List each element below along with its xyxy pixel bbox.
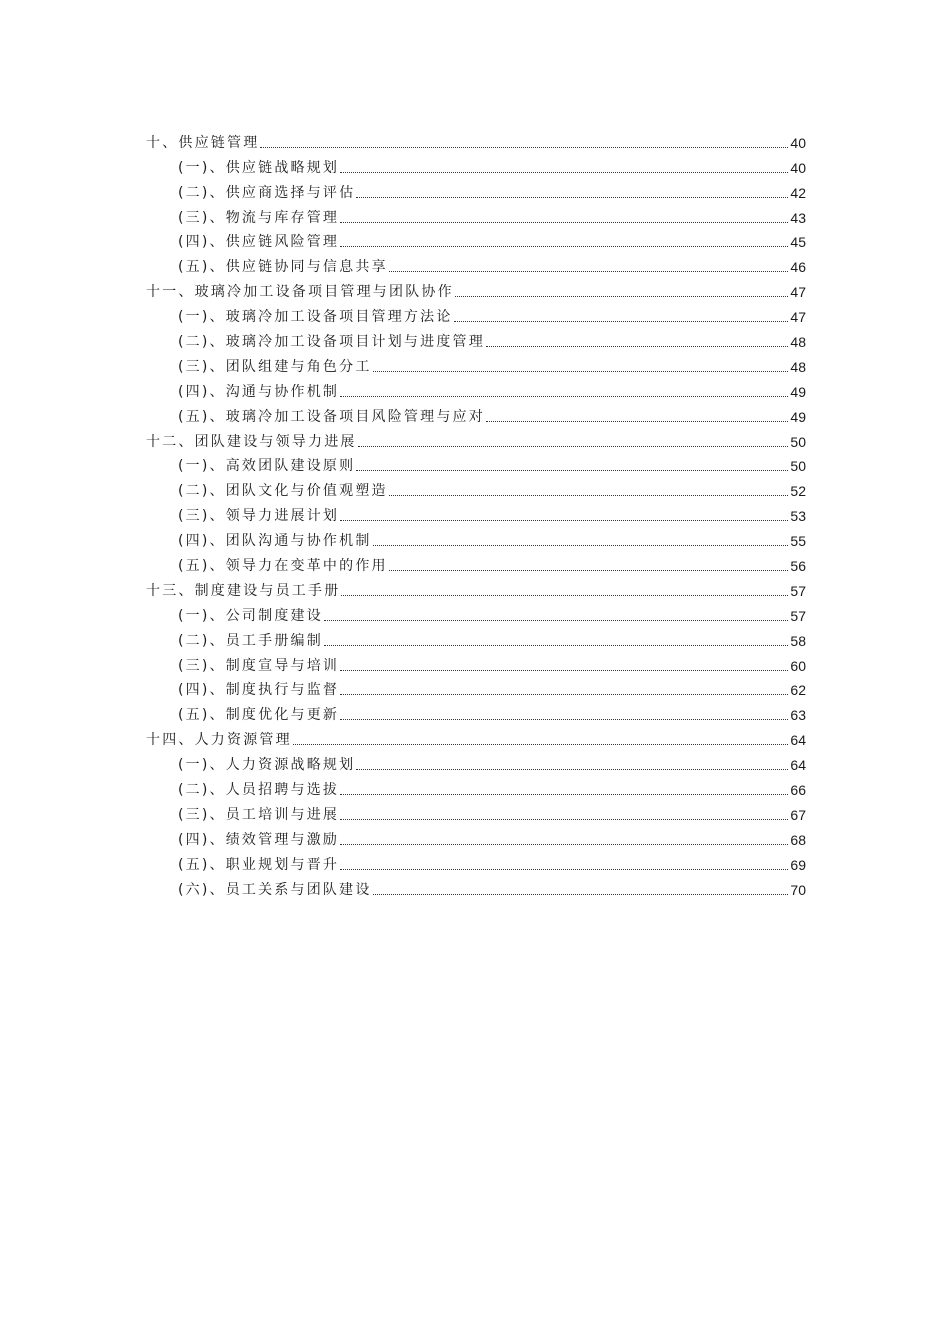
- toc-entry-title: (五)、职业规划与晋升: [178, 856, 340, 873]
- toc-section-entry[interactable]: [146, 177, 806, 202]
- toc-dot-leader: [356, 470, 788, 471]
- toc-chapter-entry[interactable]: [146, 426, 806, 451]
- toc-entry-page-number: 43: [790, 209, 806, 226]
- toc-entry-title: (三)、团队组建与角色分工: [178, 358, 372, 375]
- toc-entry-page-number: 52: [790, 483, 806, 500]
- toc-entry-page-number: 63: [790, 707, 806, 724]
- toc-entry-title: (二)、团队文化与价值观塑造: [178, 483, 388, 500]
- toc-entry-page-number: 68: [790, 831, 806, 848]
- toc-entry-page-number: 46: [790, 259, 806, 276]
- toc-section-entry[interactable]: [146, 401, 806, 426]
- toc-entry-title: (四)、供应链风险管理: [178, 234, 340, 251]
- toc-chapter-entry[interactable]: [146, 276, 806, 301]
- toc-dot-leader: [260, 147, 788, 148]
- toc-entry-page-number: 69: [790, 856, 806, 873]
- toc-entry-title: (一)、供应链战略规划: [178, 159, 340, 176]
- toc-section-entry[interactable]: [146, 625, 806, 650]
- toc-dot-leader: [486, 421, 788, 422]
- toc-entry-title: (一)、公司制度建设: [178, 607, 323, 624]
- toc-entry-title: (四)、沟通与协作机制: [178, 383, 340, 400]
- toc-entry-title: 十四、人力资源管理: [146, 732, 292, 749]
- toc-entry-page-number: 47: [790, 284, 806, 301]
- toc-entry-title: 十一、玻璃冷加工设备项目管理与团队协作: [146, 284, 454, 301]
- toc-entry-page-number: 64: [790, 732, 806, 749]
- toc-entry-title: (一)、人力资源战略规划: [178, 757, 356, 774]
- toc-section-entry[interactable]: [146, 351, 806, 376]
- toc-section-entry[interactable]: [146, 202, 806, 227]
- toc-dot-leader: [340, 246, 788, 247]
- toc-dot-leader: [340, 694, 788, 695]
- toc-entry-title: (五)、领导力在变革中的作用: [178, 558, 388, 575]
- toc-entry-page-number: 50: [790, 433, 806, 450]
- toc-dot-leader: [341, 595, 788, 596]
- toc-entry-page-number: 57: [790, 582, 806, 599]
- toc-dot-leader: [356, 769, 788, 770]
- toc-section-entry[interactable]: [146, 874, 806, 899]
- toc-section-entry[interactable]: [146, 326, 806, 351]
- toc-dot-leader: [340, 172, 788, 173]
- toc-entry-title: (二)、员工手册编制: [178, 632, 323, 649]
- toc-entry-page-number: 66: [790, 782, 806, 799]
- toc-section-entry[interactable]: [146, 251, 806, 276]
- toc-entry-page-number: 50: [790, 458, 806, 475]
- toc-section-entry[interactable]: [146, 152, 806, 177]
- toc-section-entry[interactable]: [146, 301, 806, 326]
- toc-entry-page-number: 57: [790, 607, 806, 624]
- toc-entry-title: (一)、玻璃冷加工设备项目管理方法论: [178, 309, 453, 326]
- toc-entry-title: (四)、制度执行与监督: [178, 682, 340, 699]
- toc-entry-page-number: 49: [790, 408, 806, 425]
- toc-section-entry[interactable]: [146, 650, 806, 675]
- toc-dot-leader: [340, 670, 788, 671]
- toc-entry-page-number: 40: [790, 159, 806, 176]
- toc-dot-leader: [389, 570, 789, 571]
- toc-entry-page-number: 42: [790, 184, 806, 201]
- toc-dot-leader: [454, 321, 789, 322]
- toc-section-entry[interactable]: [146, 799, 806, 824]
- toc-dot-leader: [324, 620, 788, 621]
- toc-dot-leader: [389, 495, 789, 496]
- toc-dot-leader: [340, 844, 788, 845]
- toc-section-entry[interactable]: [146, 500, 806, 525]
- toc-chapter-entry[interactable]: [146, 127, 806, 152]
- toc-dot-leader: [373, 371, 789, 372]
- toc-entry-page-number: 64: [790, 757, 806, 774]
- toc-dot-leader: [373, 894, 789, 895]
- toc-section-entry[interactable]: [146, 675, 806, 700]
- toc-dot-leader: [358, 446, 789, 447]
- toc-entry-title: (六)、员工关系与团队建设: [178, 881, 372, 898]
- toc-dot-leader: [389, 271, 789, 272]
- toc-section-entry[interactable]: [146, 525, 806, 550]
- toc-entry-title: (二)、供应商选择与评估: [178, 184, 356, 201]
- toc-section-entry[interactable]: [146, 376, 806, 401]
- toc-entry-title: (三)、物流与库存管理: [178, 209, 340, 226]
- toc-chapter-entry[interactable]: [146, 575, 806, 600]
- toc-dot-leader: [293, 744, 789, 745]
- toc-dot-leader: [340, 222, 788, 223]
- toc-entry-title: (四)、绩效管理与激励: [178, 831, 340, 848]
- toc-entry-title: (五)、制度优化与更新: [178, 707, 340, 724]
- toc-entry-page-number: 62: [790, 682, 806, 699]
- toc-dot-leader: [340, 794, 788, 795]
- toc-dot-leader: [356, 197, 788, 198]
- toc-entry-page-number: 40: [790, 134, 806, 151]
- toc-entry-page-number: 58: [790, 632, 806, 649]
- toc-entry-title: (二)、人员招聘与选拔: [178, 782, 340, 799]
- toc-section-entry[interactable]: [146, 227, 806, 252]
- toc-dot-leader: [486, 346, 788, 347]
- toc-entry-page-number: 49: [790, 383, 806, 400]
- toc-entry-page-number: 60: [790, 657, 806, 674]
- toc-entry-title: (四)、团队沟通与协作机制: [178, 533, 372, 550]
- toc-entry-title: 十、供应链管理: [146, 134, 260, 151]
- toc-section-entry[interactable]: [146, 699, 806, 724]
- toc-entry-title: (一)、高效团队建设原则: [178, 458, 356, 475]
- toc-section-entry[interactable]: [146, 749, 806, 774]
- toc-chapter-entry[interactable]: [146, 724, 806, 749]
- toc-dot-leader: [340, 719, 788, 720]
- toc-entry-title: 十二、团队建设与领导力进展: [146, 433, 357, 450]
- toc-entry-page-number: 55: [790, 533, 806, 550]
- toc-dot-leader: [340, 520, 788, 521]
- toc-entry-page-number: 67: [790, 806, 806, 823]
- toc-entry-page-number: 56: [790, 558, 806, 575]
- toc-entry-page-number: 53: [790, 508, 806, 525]
- toc-section-entry[interactable]: [146, 550, 806, 575]
- toc-dot-leader: [340, 869, 788, 870]
- toc-dot-leader: [340, 396, 788, 397]
- toc-section-entry[interactable]: [146, 824, 806, 849]
- toc-entry-title: (三)、制度宣导与培训: [178, 657, 340, 674]
- toc-entry-page-number: 48: [790, 358, 806, 375]
- toc-entry-title: (五)、供应链协同与信息共享: [178, 259, 388, 276]
- toc-dot-leader: [324, 645, 788, 646]
- toc-entry-title: (三)、领导力进展计划: [178, 508, 340, 525]
- toc-dot-leader: [340, 819, 788, 820]
- toc-entry-title: (五)、玻璃冷加工设备项目风险管理与应对: [178, 408, 485, 425]
- table-of-contents: [146, 127, 806, 899]
- toc-section-entry[interactable]: [146, 600, 806, 625]
- toc-section-entry[interactable]: [146, 774, 806, 799]
- toc-section-entry[interactable]: [146, 475, 806, 500]
- toc-entry-page-number: 48: [790, 334, 806, 351]
- toc-dot-leader: [455, 296, 789, 297]
- toc-entry-page-number: 45: [790, 234, 806, 251]
- toc-entry-title: 十三、制度建设与员工手册: [146, 582, 341, 599]
- toc-section-entry[interactable]: [146, 849, 806, 874]
- toc-entry-page-number: 70: [790, 881, 806, 898]
- toc-section-entry[interactable]: [146, 451, 806, 476]
- toc-entry-title: (三)、员工培训与进展: [178, 806, 340, 823]
- toc-dot-leader: [373, 545, 789, 546]
- toc-entry-title: (二)、玻璃冷加工设备项目计划与进度管理: [178, 334, 485, 351]
- toc-entry-page-number: 47: [790, 309, 806, 326]
